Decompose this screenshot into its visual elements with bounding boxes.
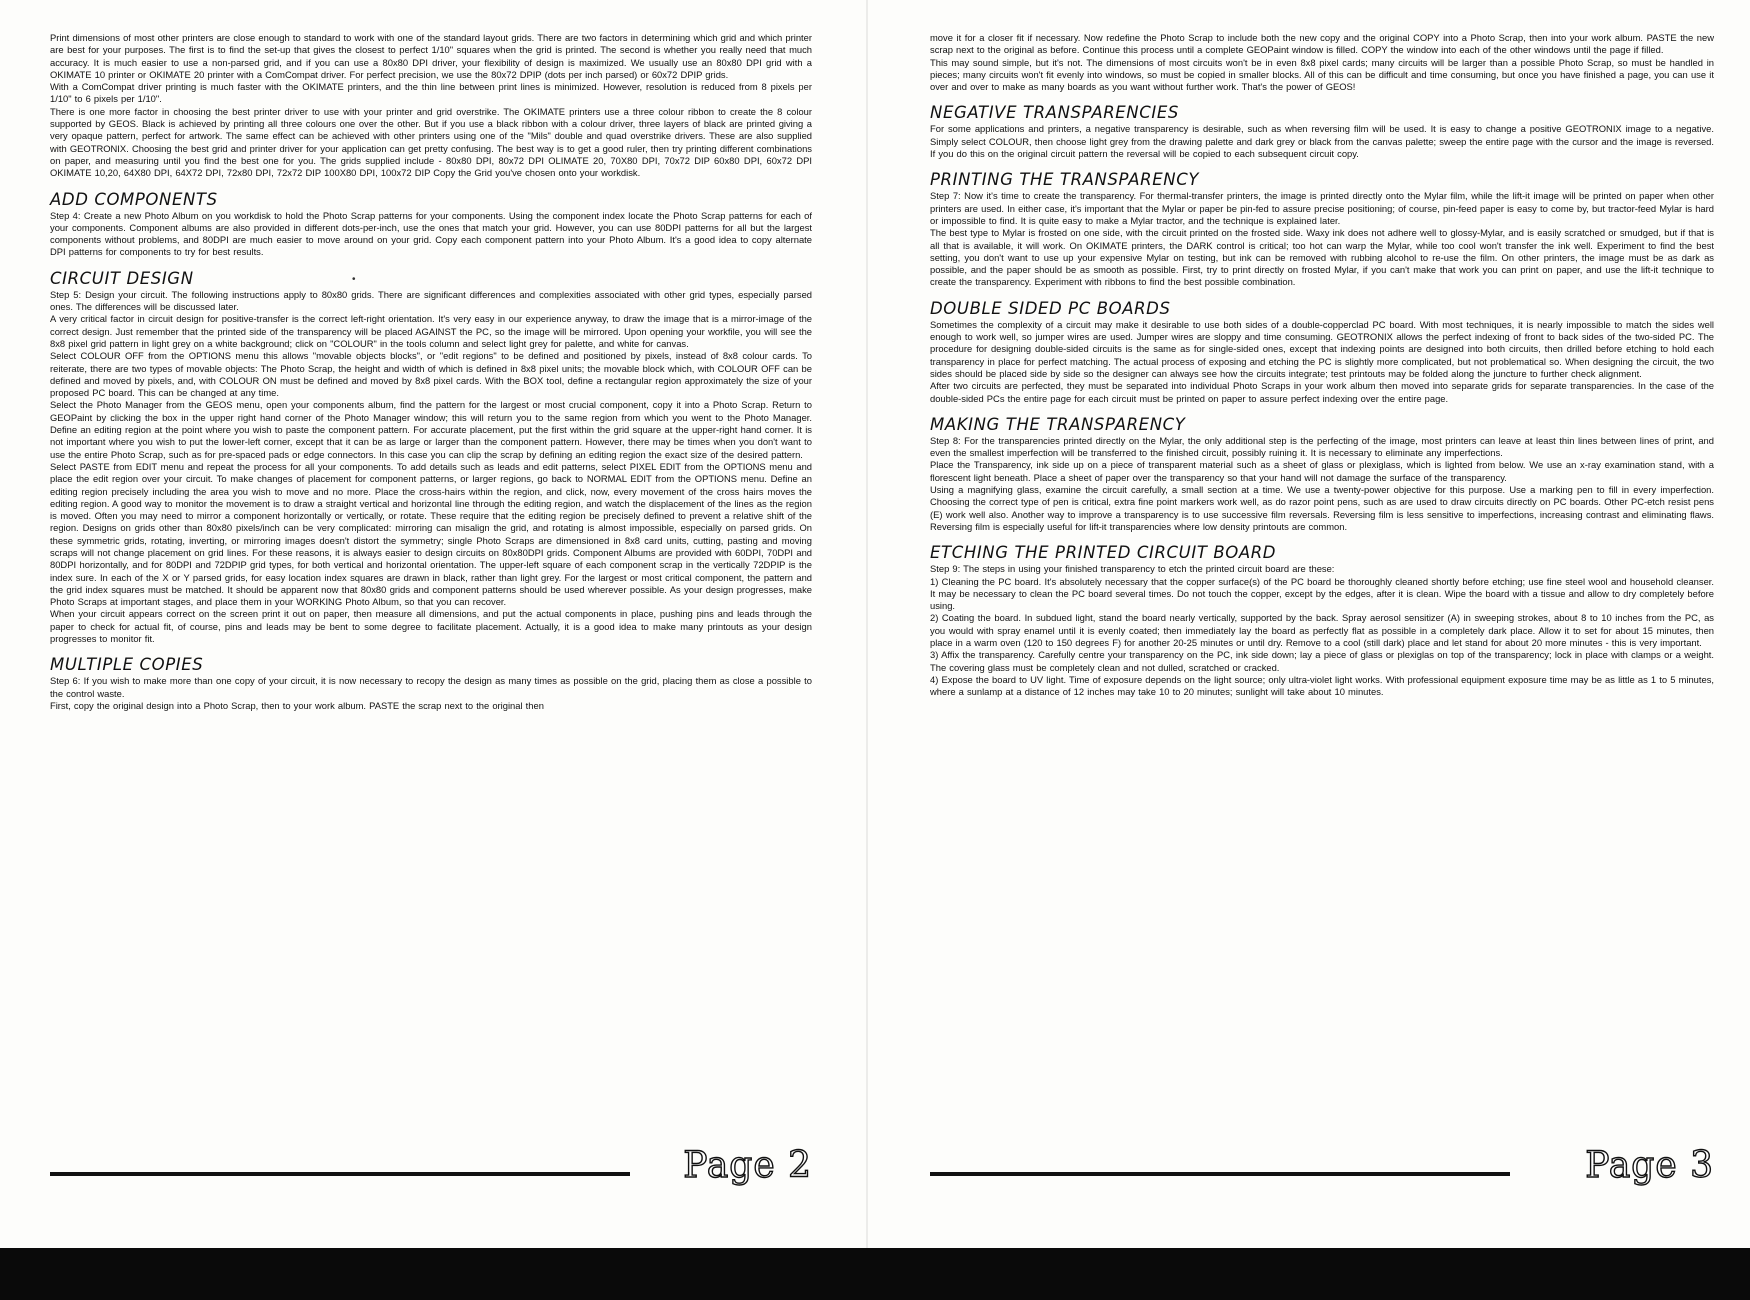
section-heading: MAKING THE TRANSPARENCY xyxy=(930,414,1186,434)
intro-paragraph: This may sound simple, but it's not. The dimensions of most circuits won't be in even 8x8 pixel cards; many circuits will be larger than a possible Photo Scrap, so must be handled in pieces; many circuits won't fit evenly into windows, so must be copied in smaller blocks. All of this can be difficult and time consuming, but once you have finished a page, you can use it over and over to make as many boards as you want without further work. That's the power of GEOS! xyxy=(930,56,1714,93)
intro-paragraph: move it for a closer fit if necessary. Now redefine the Photo Scrap to include both the new copy and the original COPY into a Photo Scrap, then into your work album. PASTE the new scrap next to the original as before. Continue this process until a complete GEOPaint window is filled. COPY the window into each of the other windows until the page if filled. xyxy=(930,32,1714,56)
section-heading: PRINTING THE TRANSPARENCY xyxy=(930,170,1199,190)
section-paragraph: A very critical factor in circuit design for positive-transfer is the correct left-right orientation. It's very easy in our experience anyway, to draw the image that is a mirror-image of the correct design. Just remember that the printed side of the transparency will be placed AGAINST the PC, so the image will be mirrored. Upon opening your workfile, you will see the 8x8 pixel grid pattern in light grey on a white background; click on "COLOUR" in the tools column and select light grey for palette, and white for canvas. xyxy=(50,313,812,349)
left-page-footer xyxy=(50,1145,812,1195)
section-paragraph: Select PASTE from EDIT menu and repeat the process for all your components. To add details such as leads and edit patterns, select PIXEL EDIT from the OPTIONS menu and place the edit region over your circuit. To make changes of placement for component patterns, or larger regions, go back to NORMAL EDIT from the OPTIONS menu. Define an editing region precisely including the area you wish to move and no more. Place the cross-hairs within the region, and click, now, every movement of the cross hairs moves the editing region. A good way to monitor the movement is to draw a straight vertical and horizontal line through the editing region, and watch the displacement of the lines as the region is moved. Often you may need to mirror a component horizontally or vertically, or rotate. These require that the editing region be precisely defined to prevent a relative shift of the region. Designs on grids other than 80x80 pixels/inch can be very complicated: mirroring can misalign the grid, and rotating is almost impossible, especially on parsed grids. On these symmetric grids, rotating, inverting, or mirroring images doesn't distort the symmetry; single Photo Scraps are dimensioned in 8x8 card units, cutting, pasting and moving scraps will not change placement on grid lines. For these reasons, it is always easier to design circuits on 80x80DPI grids. Component Albums are provided with 60DPI, 70DPI and 80DPI horizontally, and for 80DPI and 72DPIP grid types, for both vertical and horizontal orientation. The upper-left square of each component scrap in the vertically 72DPIP is the index sure. In each of the X or Y parsed grids, for easy location index squares are drawn in black, rather than light grey. For the largest or most critical component, the pattern and the grid index squares must be matched. It should be apparent now that 80x80 grids and component patterns should be used wherever possible. As your design progresses, make Photo Scraps at important stages, and place them in your WORKING Photo Album, so that you can recover. xyxy=(50,460,812,608)
section-paragraph: Step 4: Create a new Photo Album on you workdisk to hold the Photo Scrap patterns for your components. Using the component index locate the Photo Scrap patterns for each of your components. Component albums are also provided in different dots-per-inch, use the ones that match your grid. However, you can use 80DPI patterns for all but the largest components without problems, and 80DPI are much easier to move around on your grid. Copy each component pattern into your Photo Album. It's a good idea to copy alternate DPI patterns for components to try for best results. xyxy=(50,209,812,258)
section-paragraph: The best type to Mylar is frosted on one side, with the circuit printed on the frosted side. Waxy ink does not adhere well to glossy-Mylar, and is easily scratched or smudged, but if that is all that is available, it will work. On OKIMATE printers, the DARK control is critical; too hot can warp the Mylar, while too cool won't transfer the ink well. Experiment to find the best setting, you don't want to use up your expensive Mylar on testing, but ink can be removed with rubbing alcohol to re-use the film. On other printers, the image must be as dark as possible, and the paper should be as smooth as possible. First, try to print directly on frosted Mylar, if you can't make that work you can print on paper, and use the lift-it technique to create the transparency. Experiment with ribbons to find the best possible combination. xyxy=(930,227,1714,288)
section-heading: CIRCUIT DESIGN xyxy=(50,268,194,288)
section-heading: ADD COMPONENTS xyxy=(50,189,218,209)
section-paragraph: Place the Transparency, ink side up on a piece of transparent material such as a sheet of glass or plexiglass, which is lighted from below. We use an x-ray examination stand, with a florescent light beneath. Place a sheet of paper over the transparency so that your hand will not damage the surface of the transparency. xyxy=(930,459,1714,483)
page-number: Page 2 xyxy=(683,1145,812,1186)
section-paragraph: When your circuit appears correct on the screen print it out on paper, then measure all dimensions, and put the actual components in place, pushing pins and leads through the paper to check for actual fit, of course, pins and leads may be bent to some degree to facilitate placement. Actually, it is a good idea to make many printouts as your design progresses to monitor fit. xyxy=(50,608,812,645)
left-text-column xyxy=(50,32,812,712)
footer-rule xyxy=(930,1172,1510,1176)
intro-paragraph: With a ComCompat driver printing is much faster with the OKIMATE printers, and the thin line between print lines is minimized. However, resolution is reduced from 8 pixels per 1/10" to 6 pixels per 1/10". xyxy=(50,81,812,105)
stray-mark: • xyxy=(352,274,356,285)
section-paragraph: Step 5: Design your circuit. The following instructions apply to 80x80 grids. There are significant differences and complexities associated with other grid types, especially parsed ones. The differences will be discussed later. xyxy=(50,288,812,313)
right-page xyxy=(868,0,1750,1248)
section-paragraph: Step 7: Now it's time to create the transparency. For thermal-transfer printers, the image is printed directly onto the Mylar film, while the lift-it image will be printed on paper when other printers are used. In either case, it's important that the Mylar or paper be pin-fed to assure precise positioning; of course, pin-feed paper is easy to come by, but tractor-feed Mylar is hard or impossible to find. It is quite easy to make a Mylar tractor, and the technique is explained later. xyxy=(930,190,1714,226)
scan-bottom-edge xyxy=(0,1248,1750,1300)
section-paragraph: 1) Cleaning the PC board. It's absolutely necessary that the copper surface(s) of the PC board be thoroughly cleaned shortly before etching; use fine steel wool and household cleanser. It may be necessary to clean the PC board several times. Do not touch the copper, except by the edges, after it is clean. Wipe the board with a tissue and allow to dry completely before using. xyxy=(930,575,1714,612)
footer-rule xyxy=(50,1172,630,1176)
section-paragraph: For some applications and printers, a negative transparency is desirable, such as when reversing film will be used. It is easy to change a positive GEOTRONIX image to a negative. Simply select COLOUR, then choose light grey from the drawing palette and dark grey or black from the canvas palette; sweep the entire page with the cursor and the image is reversed. If you do this on the original circuit pattern the reversal will be copied to each subsequent circuit copy. xyxy=(930,123,1714,160)
section-paragraph: Step 8: For the transparencies printed directly on the Mylar, the only additional step is the perfecting of the image, most printers can leave at least thin lines between lines of print, and even the smallest imperfection will be transferred to the finished circuit, possibly ruining it. It is necessary to eliminate any imperfections. xyxy=(930,434,1714,459)
section-heading: NEGATIVE TRANSPARENCIES xyxy=(930,103,1179,123)
section-paragraph: After two circuits are perfected, they must be separated into individual Photo Scraps in your work album then moved into separate grids for separate transparencies. In the case of the double-sided PCs the entire page for each circuit must be printed on paper to assure perfect indexing over the entire page. xyxy=(930,380,1714,404)
right-page-footer xyxy=(930,1145,1714,1195)
section-paragraph: Step 6: If you wish to make more than one copy of your circuit, it is now necessary to recopy the design as many times as possible on the grid, placing them as close a possible to the control waste. xyxy=(50,675,812,699)
intro-paragraph: There is one more factor in choosing the best printer driver to use with your printer and grid overstrike. The OKIMATE printers use a three colour ribbon to create the 8 colour supported by GEOS. Black is achieved by printing all three colours one over the other. But if you use a black ribbon with a colour driver, three layers of black are printed giving a very opaque pattern, perfect for artwork. The same effect can be achieved with other printers using one of the "Mils" double and quad overstrike drivers. These are also supplied with GEOTRONIX. Choosing the best grid and printer driver for your application can get pretty confusing. The best way is to get a good ruler, then try printing different combinations on paper, and measuring until you find the best one for you. The grids supplied include - 80x80 DPI, 80x72 DPI OLIMATE 20, 70X80 DPI, 70x72 DIP 60x80 DPI, 60x72 DPI OKIMATE 10,20, 64X80 DPI, 64X72 DPI, 72x80 DPI, 72x72 DIP 100X80 DPI, 100x72 DIP Copy the Grid you've chosen onto your workdisk. xyxy=(50,105,812,179)
section-paragraph: Using a magnifying glass, examine the circuit carefully, a small section at a time. We use a twenty-power objective for this purpose. Use a marking pen to fill in every imperfection. Choosing the correct type of pen is critical, extra fine point markers work well, as do razor point pens, such as are used to draw circuits directly on PC boards. Other PC-etch resist pens (E) work well also. Another way to improve a transparency is to use successive film reversals. Reversing film is less sensitive to imperfections, increasing contrast and eliminating flaws. Reversing film is especially useful for lift-it transparencies where low density printouts are common. xyxy=(930,484,1714,532)
section-paragraph: Select the Photo Manager from the GEOS menu, open your components album, find the pattern for the largest or most crucial component, copy it into a Photo Scrap. Return to GEOPaint by clicking the box in the upper right hand corner of the Photo Manager window; this will return you to the same region from which you went to the Photo Manager. Define an editing region at the point where you wish to paste the component pattern. For accurate placement, put the first within the grid square at the upper-right hand corner. It is not important where you wish to put the lower-left corner, except that it can be as large or larger than the component pattern. However, there may be times when you don't want to use the entire Photo Scrap, such as for pre-spaced pads or edge connectors. In this case you can clip the scrap by defining an editing region the exact size of the desired pattern. xyxy=(50,399,812,460)
section-paragraph: 2) Coating the board. In subdued light, stand the board nearly vertically, supported by the back. Spray aerosol sensitizer (A) in sweeping strokes, about 8 to 10 inches from the PC, as you would with spray enamel until it is evenly coated; then immediately lay the board as perfectly flat as possible in a completely dark place. Allow it to set for about 15 minutes, then place in a warm oven (120 to 150 degrees F) for another 20-25 minutes or until dry. Remove to a cool (still dark) place and let stand for about 20 more minutes - this is very important. xyxy=(930,612,1714,648)
section-heading: DOUBLE SIDED PC BOARDS xyxy=(930,298,1171,318)
section-paragraph: Step 9: The steps in using your finished transparency to etch the printed circuit board are these: xyxy=(930,563,1335,575)
section-paragraph: 4) Expose the board to UV light. Time of exposure depends on the light source; only ultra-violet light works. With professional equipment exposure time may be as little as 1 to 5 minutes, where a sunlamp at a distance of 12 inches may take 10 to 20 minutes; sunlight will take about 10 minutes. xyxy=(930,673,1714,698)
page-number: Page 3 xyxy=(1585,1145,1714,1186)
right-text-column xyxy=(930,32,1714,698)
section-heading: ETCHING THE PRINTED CIRCUIT BOARD xyxy=(930,543,1277,563)
left-page xyxy=(0,0,868,1248)
section-heading: MULTIPLE COPIES xyxy=(50,655,204,675)
section-paragraph: Select COLOUR OFF from the OPTIONS menu this allows "movable objects blocks", or "edit regions" to be defined and positioned by pixels, instead of 8x8 colour cards. To reiterate, there are two types of movable objects: The Photo Scrap, the height and width of which is defined in 8x8 pixel units; the movable block which, with COLOUR OFF can be defined and moved by pixels, and, with COLOUR ON must be defined and moved by 8x8 pixel cards. With the BOX tool, define a rectangular region approximately the size of your proposed PC board. This can be changed at any time. xyxy=(50,350,812,399)
section-paragraph: 3) Affix the transparency. Carefully centre your transparency on the PC, ink side down; lay a piece of glass or plexiglas on top of the transparency; lock in place with clamps or a weight. The covering glass must be completely clean and not dulled, scratched or cracked. xyxy=(930,649,1714,673)
intro-paragraph: Print dimensions of most other printers are close enough to standard to work with one of the standard layout grids. There are two factors in determining which grid and which printer are best for your purposes. The first is to find the set-up that gives the closest to perfect 1/10" squares when the grid is printed. The second is whether you really need that much accuracy. It is much easier to use a non-parsed grid, and if you can use a 80x80 DPI driver, your flexibility of design is maximized. We usually use an 80x80 DPI grid with a OKIMATE 10 printer or OKIMATE 20 printer with a ComCompat driver. For perfect precision, we use the 80x72 DPIP (dots per inch parsed) or 60x72 DPIP grids. xyxy=(50,32,812,80)
section-paragraph: First, copy the original design into a Photo Scrap, then to your work album. PASTE the scrap next to the original then xyxy=(50,699,544,711)
section-paragraph: Sometimes the complexity of a circuit may make it desirable to use both sides of a double-copperclad PC board. With most techniques, it is nearly impossible to match the sides well enough to work well, so jumper wires are used. Jumper wires are sloppy and time consuming. GEOTRONIX allows the perfect indexing of front to back sides of the two-sided PC. The procedure for designing double-sided circuits is the same as for single-sided ones, except that indexing points are designed into both circuits, then drilled before etching to hold each transparency in place for perfect matching. The actual process of exposing and etching the PC is slightly more complicated, but not problematical so. When designing the circuit, the two sides should be placed side by side so the designer can always see how the circuits integrate; test printouts may be folded along the juncture to further check alignment. xyxy=(930,318,1714,379)
